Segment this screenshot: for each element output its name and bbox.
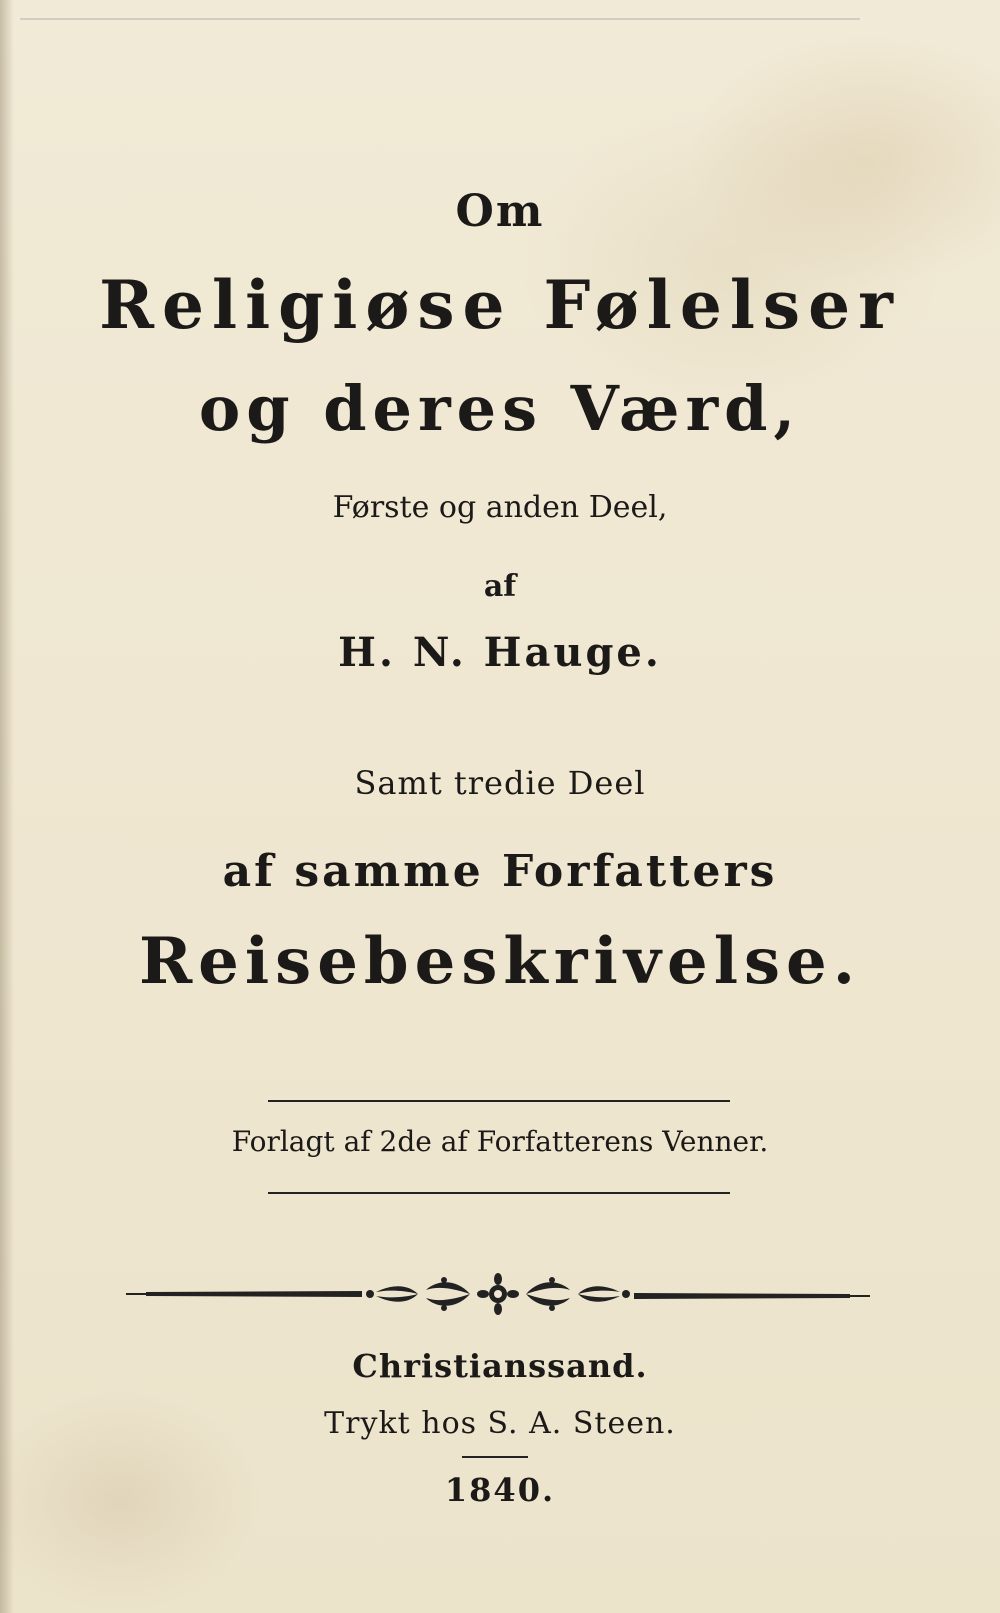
byline-af: af	[483, 569, 517, 604]
title-line-om: Om	[455, 186, 545, 237]
publisher-note: Forlagt af 2de af Forfatterens Venner.	[231, 1125, 769, 1158]
printer-line: Trykt hos S. A. Steen.	[324, 1406, 676, 1441]
author-name: H. N. Hauge.	[338, 629, 662, 676]
subtitle-forste-og-anden-deel: Første og anden Deel,	[332, 490, 668, 525]
place-of-publication: Christianssand.	[352, 1347, 648, 1385]
publication-year: 1840.	[444, 1471, 556, 1509]
title-line-religiose-folelser: Religiøse Følelser	[99, 266, 901, 344]
floral-ornament	[126, 1272, 870, 1322]
title-line-reisebeskrivelse: Reisebeskrivelse.	[138, 924, 862, 999]
subtitle-samt-tredie-deel: Samt tredie Deel	[354, 764, 646, 802]
title-line-og-deres-vaerd: og deres Værd,	[198, 372, 802, 445]
page-top-edge	[20, 18, 860, 20]
year-rule	[462, 1456, 528, 1458]
divider-rule-top	[268, 1100, 730, 1102]
subtitle-af-samme-forfatters: af samme Forfatters	[222, 846, 778, 897]
divider-rule-bottom	[268, 1192, 730, 1194]
